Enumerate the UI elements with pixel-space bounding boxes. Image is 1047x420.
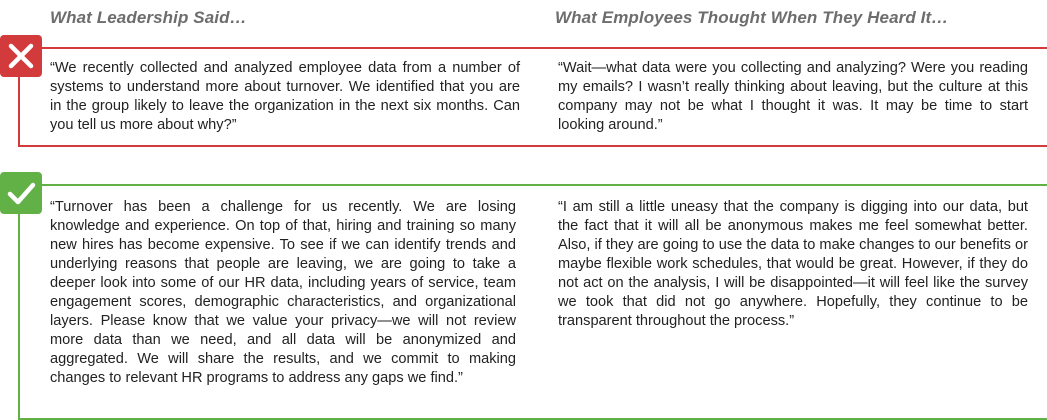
good-employee-reaction: “I am still a little uneasy that the company is digging into our data, but the fact that it will all be anonymous makes me feel somewhat better. Also, if they are going to use the data to make changes to our benefits or maybe flexible work schedules, that would be great. However, if they do not act on the analysis, I will be disappointed—it will feel like the survey we took that did not go anywhere. Hopefully, they continue to be transparent throughout the process.” xyxy=(558,199,1028,329)
bad-leadership-quote: “We recently collected and analyzed employee data from a number of systems to understand more about turnover. We identified that you are in the group likely to leave the organization in the next six months. Can you tell us more about why?” xyxy=(50,60,520,133)
leadership-column-header: What Leadership Said… xyxy=(50,8,247,27)
checkmark-icon xyxy=(0,172,42,214)
good-example-panel xyxy=(18,184,1047,420)
bad-example-panel xyxy=(18,47,1047,147)
employees-column-header: What Employees Thought When They Heard It… xyxy=(555,8,949,27)
bad-employee-reaction: “Wait—what data were you collecting and analyzing? Were you reading my emails? I wasn’t really thinking about leaving, but the culture at this company may not be what I thought it was. It may be time to start looking around.” xyxy=(558,60,1028,133)
x-icon xyxy=(0,35,42,77)
good-leadership-quote: “Turnover has been a challenge for us recently. We are losing knowledge and experience. On top of that, hiring and training so many new hires has become expensive. To see if we can identify trends and underlying reasons that people are leaving, we are going to take a deeper look into some of our HR data, including years of service, team engagement scores, demographic characteristics, and organizational layers. Please know that we value your privacy—we will not review more data than we need, and all data will be anonymized and aggregated. We will share the results, and we commit to making changes to relevant HR programs to address any gaps we find.” xyxy=(50,199,516,386)
